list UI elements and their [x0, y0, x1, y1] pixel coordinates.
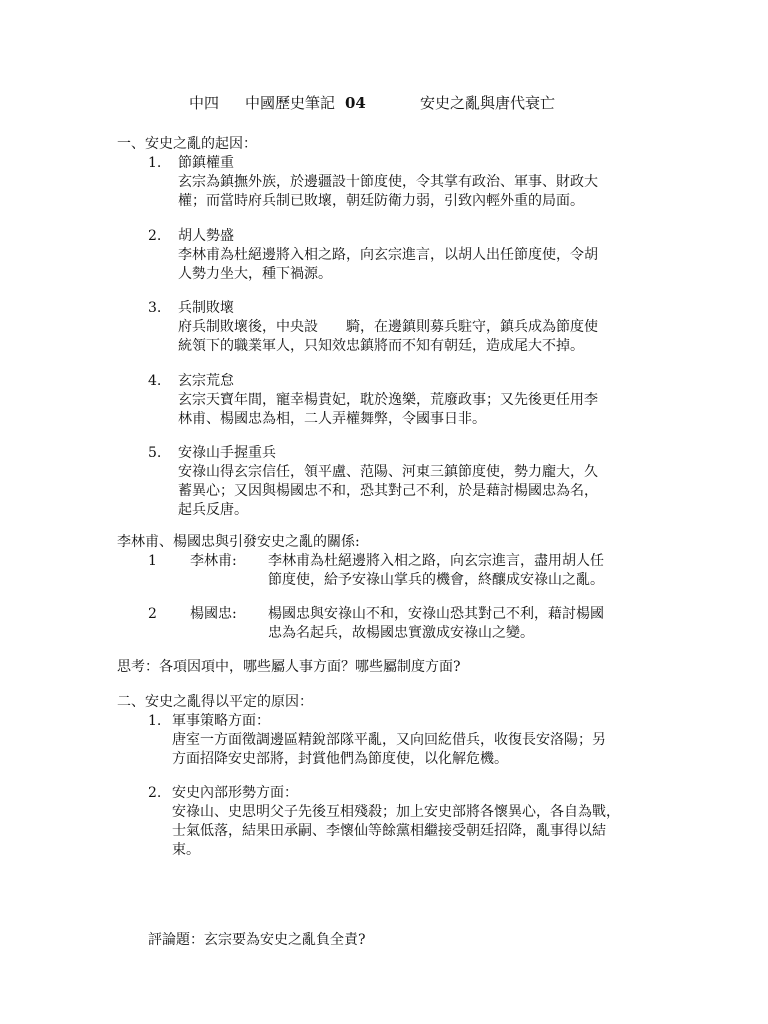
list-item-title: 玄宗荒怠	[178, 373, 234, 389]
list-item-text: 方面招降安史部將，封賞他們為節度使，以化解危機。	[172, 751, 508, 767]
list-item-number: 5.	[148, 445, 162, 461]
list-item-title: 節鎮權重	[178, 155, 234, 171]
list-item-text: 人勢力坐大，種下禍源。	[178, 266, 332, 282]
relation-name: 李林甫:	[190, 553, 237, 569]
list-item-text: 林甫、楊國忠為相，二人弄權舞弊，令國事日非。	[178, 411, 486, 427]
list-item-title: 安史內部形勢方面：	[172, 785, 298, 801]
section1-heading: 一、安史之亂的起因：	[117, 136, 257, 152]
relation-number: 1	[148, 553, 157, 569]
list-item-text: 唐室一方面徵調邊區精銳部隊平亂，又向回紇借兵，收復長安洛陽；另	[172, 732, 606, 748]
think-question: 思考：各項因項中，哪些屬人事方面？哪些屬制度方面?	[117, 659, 461, 675]
list-item-text: 起兵反唐。	[178, 502, 248, 518]
list-item-text: 束。	[172, 842, 200, 858]
list-item-text: 統領下的職業軍人，只知效忠鎮將而不知有朝廷，造成尾大不掉。	[178, 338, 584, 354]
title-number: 04	[345, 94, 366, 112]
relation-text: 忠為名起兵，故楊國忠實激成安祿山之變。	[268, 625, 534, 641]
relation-text: 節度使，給予安祿山掌兵的機會，終釀成安祿山之亂。	[268, 572, 604, 588]
list-item-text: 安祿山、史思明父子先後互相殘殺；加上安史部將各懷異心，各自為戰，	[172, 804, 620, 820]
title-grade: 中四	[189, 94, 220, 112]
list-item-number: 4.	[148, 373, 162, 389]
list-item-text: 玄宗天寶年間，寵幸楊貴妃，耽於逸樂，荒廢政事；又先後更任用李	[178, 392, 598, 408]
relation-number: 2	[148, 606, 157, 622]
list-item-number: 1.	[148, 713, 162, 729]
title-subject: 中國歷史筆記	[245, 94, 336, 112]
title-topic: 安史之亂與唐代衰亡	[420, 94, 556, 112]
relation-text: 李林甫為杜絕邊將入相之路，向玄宗進言，盡用胡人任	[268, 553, 604, 569]
list-item-text: 士氣低落，結果田承嗣、李懷仙等餘黨相繼接受朝廷招降，亂事得以結	[172, 823, 606, 839]
list-item-title: 安祿山手握重兵	[178, 445, 276, 461]
list-item-text: 權；而當時府兵制已敗壞，朝廷防衛力弱，引致內輕外重的局面。	[178, 193, 584, 209]
list-item-number: 2.	[148, 785, 162, 801]
relation-heading: 李林甫、楊國忠與引發安史之亂的關係:	[117, 534, 360, 550]
list-item-text: 安祿山得玄宗信任，領平盧、范陽、河東三鎮節度使，勢力龐大，久	[178, 464, 598, 480]
list-item-title: 胡人勢盛	[178, 228, 234, 244]
list-item-number: 1.	[148, 155, 162, 171]
list-item-number: 3.	[148, 300, 162, 316]
list-item-number: 2.	[148, 228, 162, 244]
section2-heading: 二、安史之亂得以平定的原因：	[117, 694, 313, 710]
list-item-title: 兵制敗壞	[178, 300, 234, 316]
list-item-title: 軍事策略方面：	[172, 713, 270, 729]
list-item-text: 蓄異心；又因與楊國忠不和，恐其對己不利，於是藉討楊國忠為名，	[178, 483, 598, 499]
comment-question: 評論題：玄宗要為安史之亂負全責?	[148, 932, 366, 948]
relation-name: 楊國忠:	[190, 606, 237, 622]
relation-text: 楊國忠與安祿山不和，安祿山恐其對己不利，藉討楊國	[268, 606, 604, 622]
list-item-text: 府兵制敗壞後，中央設 騎，在邊鎮則募兵駐守，鎮兵成為節度使	[178, 319, 598, 335]
list-item-text: 玄宗為鎮撫外族，於邊疆設十節度使，令其掌有政治、軍事、財政大	[178, 174, 598, 190]
list-item-text: 李林甫為杜絕邊將入相之路，向玄宗進言，以胡人出任節度使，令胡	[178, 247, 598, 263]
